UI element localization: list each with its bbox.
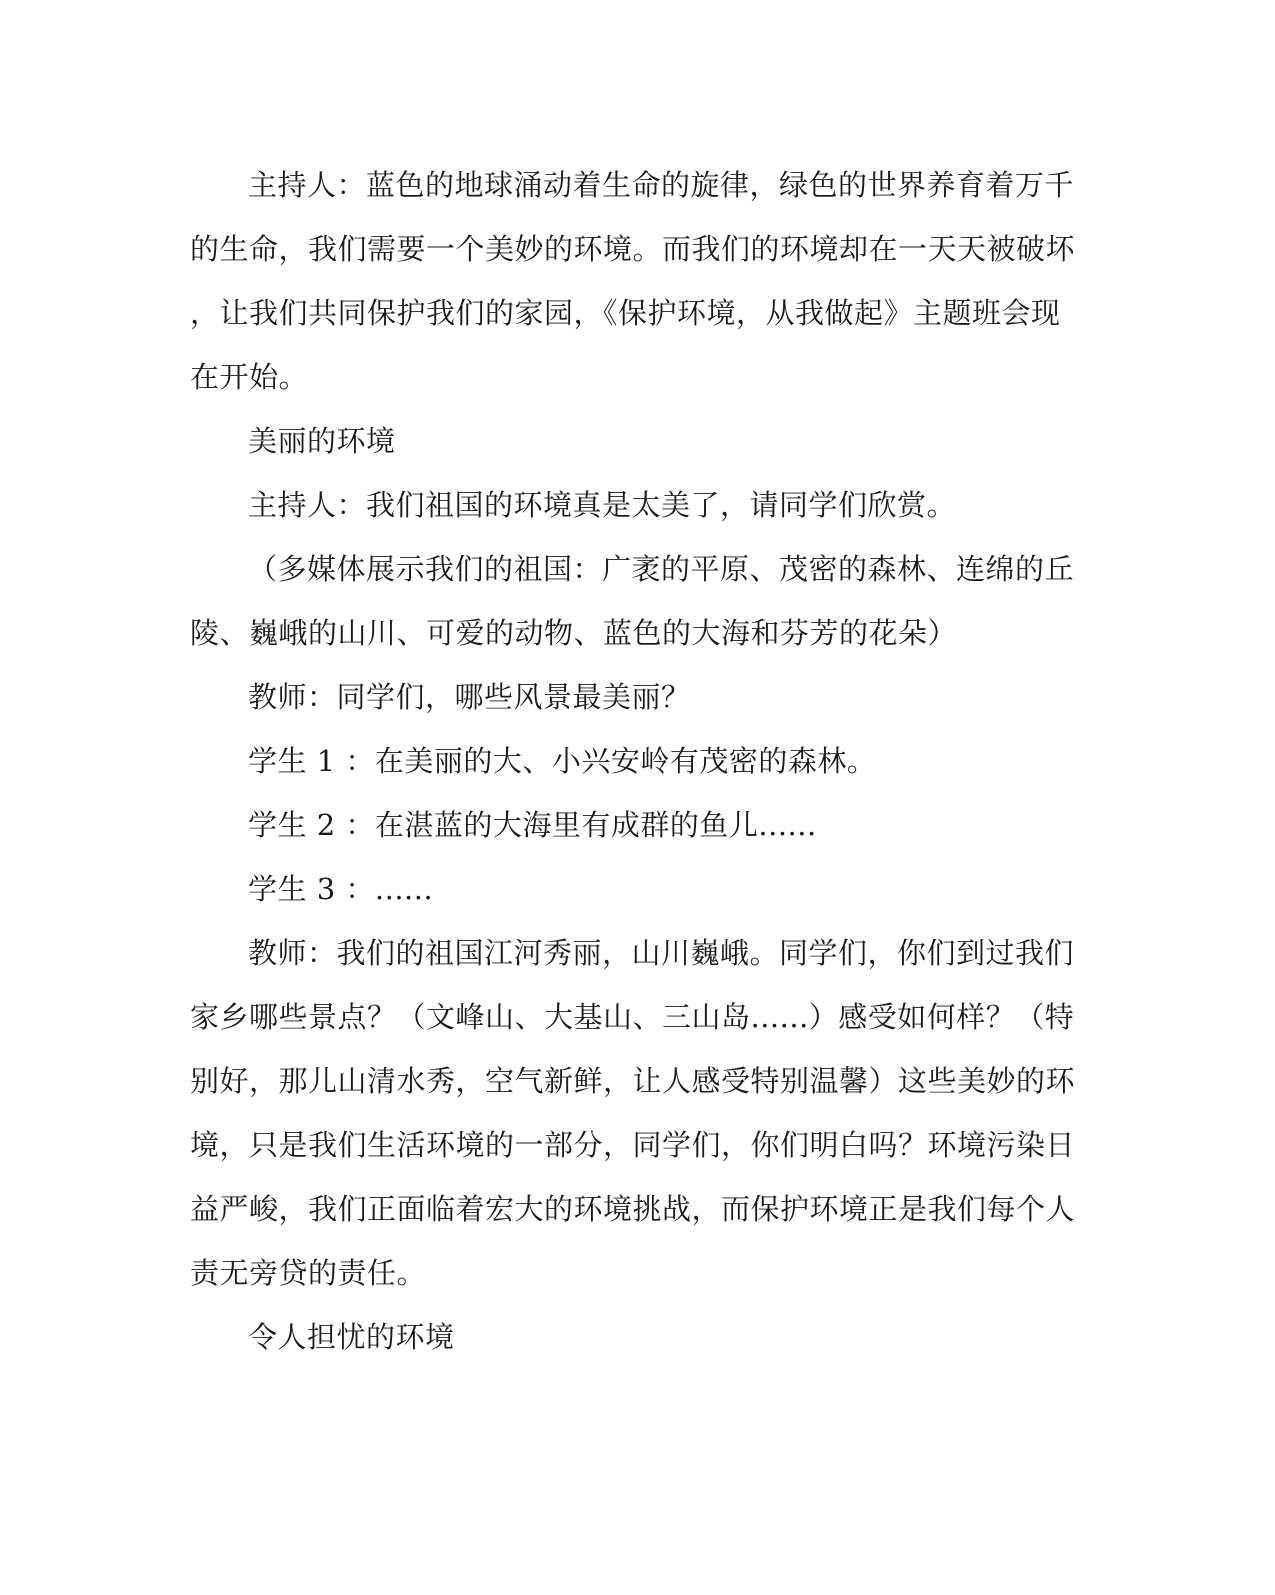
paragraph-line: 在开始。 [190,360,309,394]
section-heading: 美丽的环境 [248,424,396,458]
section-heading: 令人担忧的环境 [248,1320,455,1354]
paragraph-line: 境，只是我们生活环境的一部分，同学们，你们明白吗？环境污染日 [190,1128,1076,1162]
paragraph-line: ，让我们共同保护我们的家园，《保护环境，从我做起》主题班会现 [190,296,1061,330]
paragraph-line: 学生 3 ：...... [248,872,434,906]
paragraph-line: 别好，那儿山清水秀，空气新鲜，让人感受特别温馨）这些美妙的环 [190,1064,1076,1098]
paragraph-line: 学生 1 ：在美丽的大、小兴安岭有茂密的森林。 [248,744,877,778]
paragraph-line: 主持人：蓝色的地球涌动着生命的旋律，绿色的世界养育着万千 [248,168,1075,202]
paragraph-line: 主持人：我们祖国的环境真是太美了，请同学们欣赏。 [248,488,957,522]
paragraph-line: 学生 2 ：在湛蓝的大海里有成群的鱼儿...... [248,808,817,842]
paragraph-line: 益严峻，我们正面临着宏大的环境挑战，而保护环境正是我们每个人 [190,1192,1076,1226]
paragraph-line: 家乡哪些景点？（文峰山、大基山、三山岛......）感受如何样？（特 [190,1000,1075,1034]
paragraph-line: 教师：我们的祖国江河秀丽，山川巍峨。同学们，你们到过我们 [248,936,1075,970]
paragraph-line: 陵、巍峨的山川、可爱的动物、蓝色的大海和芬芳的花朵） [190,616,958,650]
paragraph-line: 教师：同学们，哪些风景最美丽？ [248,680,691,714]
paragraph-line: 责无旁贷的责任。 [190,1256,427,1290]
paragraph-line: 的生命，我们需要一个美妙的环境。而我们的环境却在一天天被破坏 [190,232,1076,266]
paragraph-line: （多媒体展示我们的祖国：广袤的平原、茂密的森林、连绵的丘 [248,552,1075,586]
